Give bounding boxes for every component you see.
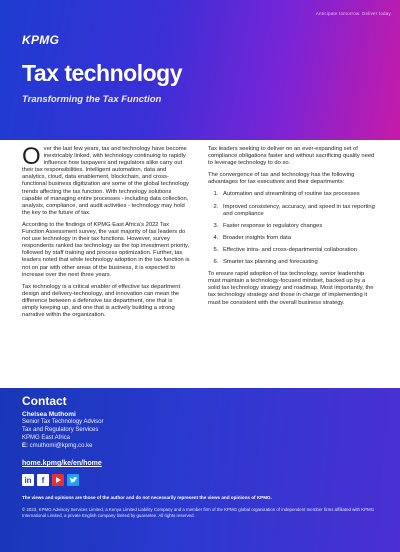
intro-text: ver the last few years, tax and technology have become inextricably linked, with technology continuing to rapidly influence how taxpayers and regulators alike carry out their tax responsibilities. Intelligent automation, data and analytics, cloud, data enablement, blockchain, and cross-functional business digitization are some of the global technology trends affecting the tax function. With technology solutions capable of managing entire processes - including data collection, analysis, compliance, and audit activities - technology may hold the key to the future of tax.	[22, 146, 189, 216]
convergence-paragraph: The convergence of tax and technology has the following advantages for tax executives and their departments:	[208, 172, 355, 186]
copyright: © 2023, KPMG Advisory Services Limited, a Kenya Limited Liability Company and a member firm of the KPMG global organization of independent member firms affiliated with KPMG International Limited, a private English company limited by guarantee. All rights reserved.	[22, 507, 375, 518]
twitter-icon[interactable]	[67, 474, 79, 486]
page-title: Tax technology	[22, 60, 182, 86]
advantage-item: 2. Improved consistency, accuracy, and speed in tax reporting and compliance	[220, 204, 378, 218]
article-right-column	[208, 146, 378, 312]
enabler-paragraph: Tax technology is a critical enabler of effective tax department design and delivery-technology, and innovation can mean the difference between a defensive tax department, one that is simply keeping up, and one that is actively building a strong narrative within the organization.	[22, 283, 181, 319]
contact-department: Tax and Regulatory Services	[22, 427, 99, 433]
advantage-item: 1. Automation and streamlining of routine tax processes	[220, 191, 378, 198]
advantage-item: 5. Effective intra- and cross-departmental collaboration	[220, 247, 378, 254]
kpmg-logo: KPMG	[22, 33, 60, 47]
website-link[interactable]: home.kpmg/ke/en/home	[22, 460, 102, 467]
contact-email-line	[22, 443, 92, 449]
contact-name: Chelsea Muthomi	[22, 411, 76, 418]
dropcap: O	[22, 143, 41, 170]
article-body	[22, 143, 384, 352]
advantages-list	[208, 191, 378, 266]
facebook-icon[interactable]: f	[37, 474, 49, 486]
advantage-item: 6. Smarter tax planning and forecasting	[220, 259, 378, 266]
leaders-paragraph: Tax leaders seeking to deliver on an ever-expanding set of compliance obligations faster and without sacrificing quality need to leverage technology to do so.	[208, 146, 375, 167]
page-subtitle: Transforming the Tax Function	[22, 94, 162, 105]
contact-role: Senior Tax Technology Advisor	[22, 419, 104, 425]
contact-heading: Contact	[22, 394, 67, 408]
contact-section	[0, 388, 400, 552]
social-links	[22, 474, 79, 486]
linkedin-icon[interactable]: in	[22, 474, 34, 486]
contact-email[interactable]: cmuthomi@kpmg.co.ke	[29, 443, 93, 449]
disclaimer: The views and opinions are those of the author and do not necessarily represent the views and opinions of KPMG.	[22, 495, 272, 500]
contact-company: KPMG East Africa	[22, 435, 71, 441]
adoption-paragraph: To ensure rapid adoption of tax technology, senior leadership must maintain a technology-focused mindset, backed up by a solid tax technology strategy and roadmap. Most importantly, the tax technology strategy and those in charge of implementing it must be consistent with the overall business strategy.	[208, 271, 374, 306]
email-label: E:	[22, 443, 28, 449]
intro-paragraph	[22, 143, 190, 217]
youtube-icon[interactable]	[52, 474, 64, 486]
survey-paragraph: According to the findings of KPMG East Africa’s 2022 Tax Function Assessment survey, the vast majority of tax leaders do not use technology in their tax functions. However, survey respondents ranked tax technology as the top investment priority, followed by staff training and process optimization. Further, tax leaders noted that while technology adoption in the tax function is not on par with other areas of the business, it is expected to increase over the next three years.	[22, 221, 190, 278]
advantage-item: 4. Broader insights from data	[220, 235, 378, 242]
advantage-item: 3. Faster response to regulatory changes	[220, 223, 378, 230]
article-left-column	[22, 143, 190, 324]
header-banner	[0, 0, 400, 140]
tagline: Anticipate tomorrow. Deliver today.	[315, 11, 392, 16]
